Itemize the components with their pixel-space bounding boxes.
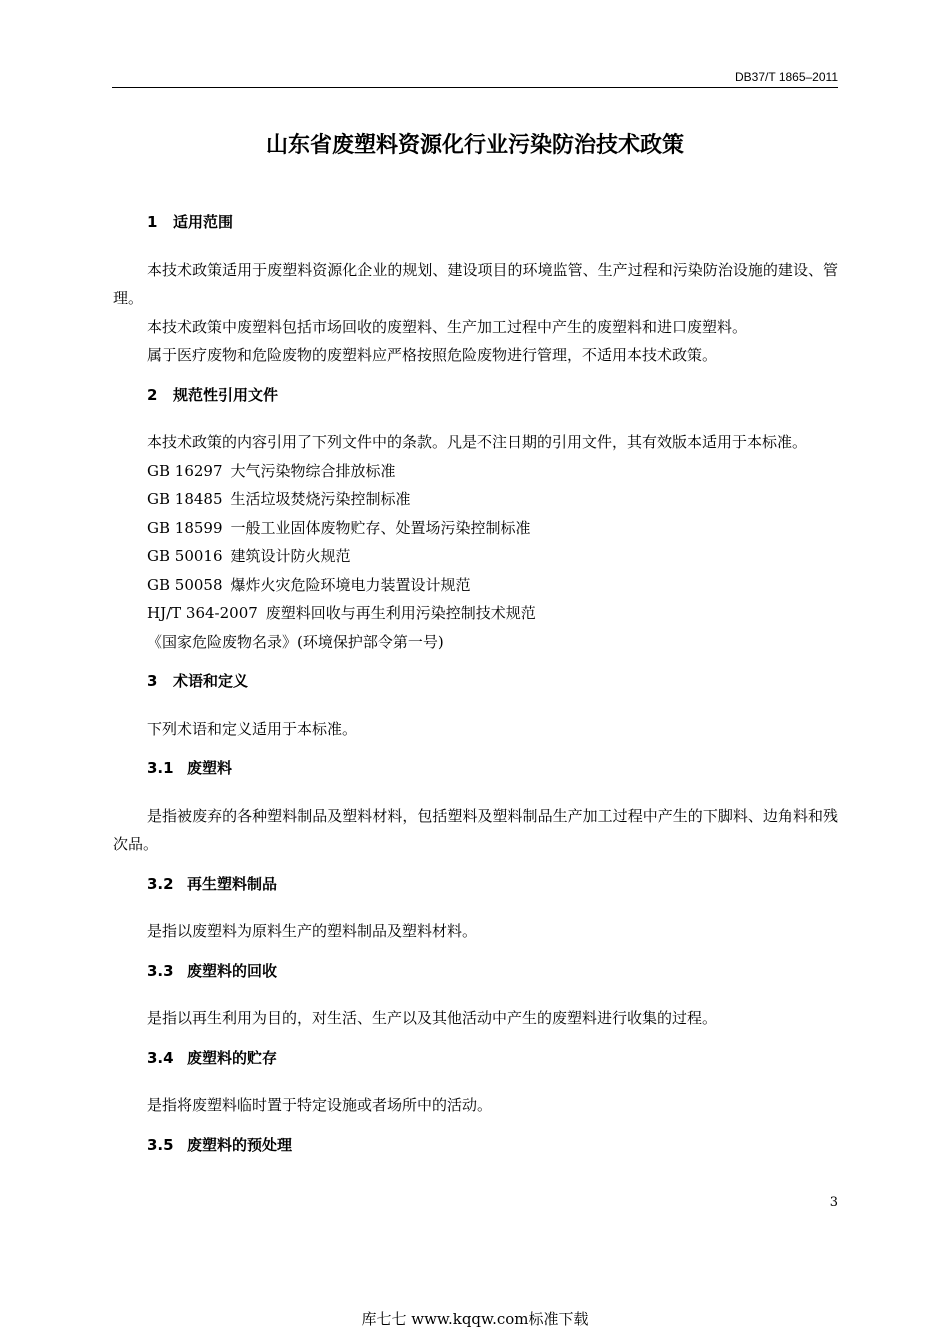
header-rule	[112, 87, 838, 88]
term-heading: 3.4 废塑料的贮存	[147, 1048, 278, 1067]
term-heading: 3.5 废塑料的预处理	[147, 1135, 293, 1154]
term-definition: 是指以再生利用为目的，对生活、生产以及其他活动中产生的废塑料进行收集的过程。	[147, 1009, 718, 1027]
document-code: DB37/T 1865–2011	[735, 70, 838, 84]
paragraph: 本技术政策适用于废塑料资源化企业的规划、建设项目的环境监管、生产过程和污染防治设施的建设、管理。	[113, 260, 838, 307]
term-definition: 是指将废塑料临时置于特定设施或者场所中的活动。	[147, 1096, 493, 1114]
term-heading: 3.1 废塑料	[147, 759, 233, 777]
document-body	[113, 208, 838, 1167]
reference-item: HJ/T 364-2007 废塑料回收与再生利用污染控制技术规范	[147, 604, 536, 622]
footer-watermark: 库七七 www.kqqw.com标准下载	[361, 1310, 589, 1328]
term-heading: 3.3 废塑料的回收	[147, 961, 278, 980]
page-number: 3	[829, 1195, 838, 1210]
term-heading: 3.2 再生塑料制品	[147, 874, 278, 893]
reference-item: 《国家危险废物名录》(环境保护部令第一号)	[147, 632, 444, 651]
reference-item: GB 50016 建筑设计防火规范	[147, 547, 351, 565]
paragraph: 下列术语和定义适用于本标准。	[147, 719, 358, 738]
reference-item: GB 18485 生活垃圾焚烧污染控制标准	[147, 490, 411, 508]
reference-item: GB 16297 大气污染物综合排放标准	[147, 461, 396, 480]
section-heading-1: 1 适用范围	[147, 213, 234, 231]
reference-item: GB 18599 一般工业固体废物贮存、处置场污染控制标准	[147, 518, 531, 537]
page-title: 山东省废塑料资源化行业污染防治技术政策	[265, 133, 684, 158]
section-heading-2: 2 规范性引用文件	[147, 385, 279, 404]
term-definition: 是指以废塑料为原料生产的塑料制品及塑料材料。	[147, 922, 478, 940]
term-definition: 是指被废弃的各种塑料制品及塑料材料，包括塑料及塑料制品生产加工过程中产生的下脚料、边角料和残次品。	[113, 806, 838, 853]
reference-item: GB 50058 爆炸火灾危险环境电力装置设计规范	[147, 575, 471, 594]
paragraph: 本技术政策的内容引用了下列文件中的条款。凡是不注日期的引用文件，其有效版本适用于本标准。	[147, 433, 808, 451]
section-heading-3: 3 术语和定义	[147, 672, 249, 690]
paragraph: 本技术政策中废塑料包括市场回收的废塑料、生产加工过程中产生的废塑料和进口废塑料。	[147, 317, 748, 336]
paragraph: 属于医疗废物和危险废物的废塑料应严格按照危险废物进行管理，不适用本技术政策。	[147, 346, 718, 364]
